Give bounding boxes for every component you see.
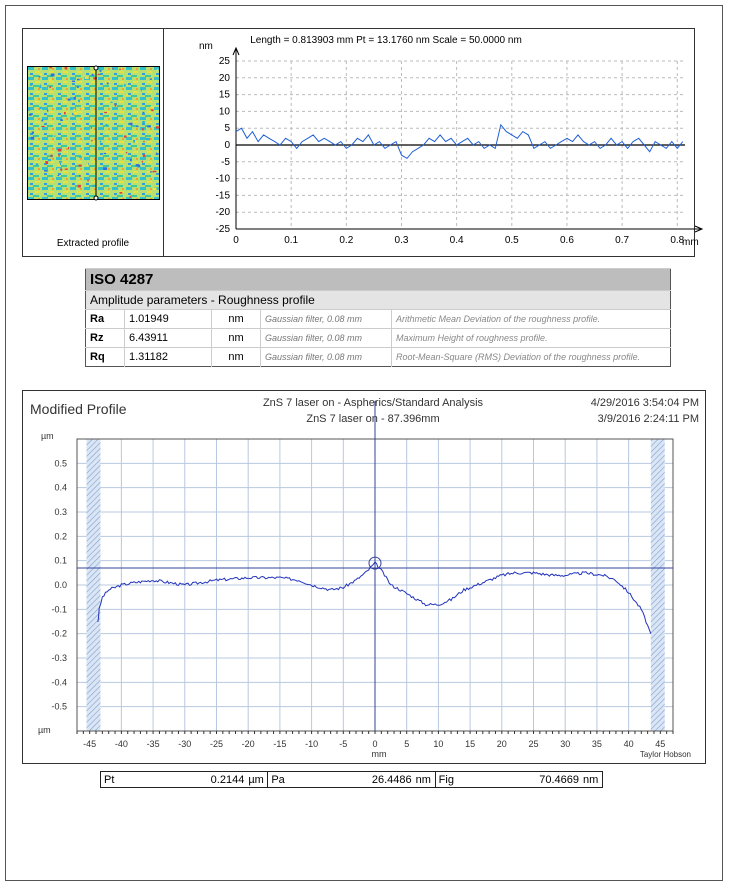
x-tick-label: 20 (496, 739, 507, 749)
speck (58, 138, 60, 139)
speck (141, 89, 142, 92)
speck (100, 70, 102, 72)
param-value: 1.01949 (125, 310, 212, 329)
speck (41, 126, 44, 127)
speck (54, 136, 56, 137)
y-tick-label: -20 (215, 207, 230, 219)
stat-name: Pt (104, 773, 115, 786)
speck (92, 74, 94, 76)
x-unit-label: mm (371, 749, 387, 759)
x-tick-label: -10 (305, 739, 319, 749)
roughness-series-line (236, 125, 683, 159)
param-unit: nm (212, 348, 261, 367)
table-row (86, 348, 671, 367)
y-tick-label: 10 (218, 106, 230, 118)
x-tick-label: 0.5 (504, 235, 519, 246)
y-tick-label: 15 (218, 89, 230, 101)
speck (45, 161, 48, 164)
speck (29, 114, 32, 116)
stat-value: 26.4486 (371, 773, 412, 786)
speck (74, 97, 76, 100)
param-filter: Gaussian filter, 0.08 mm (261, 348, 392, 367)
y-tick-label: 0.3 (54, 507, 67, 517)
speck (81, 108, 85, 110)
y-tick-label: 0.5 (54, 458, 67, 469)
x-tick-label: 40 (623, 739, 634, 749)
speck (50, 86, 52, 88)
x-tick-label: -45 (83, 739, 97, 749)
analysis-date: 4/29/2016 3:54:04 PM (590, 397, 699, 409)
speck (64, 112, 66, 115)
speck (92, 185, 95, 187)
speck (104, 153, 107, 154)
exclusion-band-right (651, 439, 665, 731)
speck (58, 163, 60, 166)
speck (42, 129, 44, 130)
stat-fig (436, 772, 602, 787)
x-tick-label: 0.1 (284, 235, 299, 246)
speck (30, 84, 32, 86)
speck (79, 165, 82, 167)
stat-unit: nm (582, 773, 599, 786)
table-row (86, 310, 671, 329)
speck (79, 175, 81, 177)
speck (51, 155, 53, 158)
speck (124, 84, 126, 87)
speck (136, 164, 139, 166)
speck (130, 196, 131, 198)
x-tick-label: -15 (273, 739, 287, 749)
stat-pa (268, 772, 435, 787)
param-value: 1.31182 (125, 348, 212, 367)
speck (44, 170, 48, 172)
speck (39, 76, 41, 78)
iso-subtitle: Amplitude parameters - Roughness profile (86, 291, 671, 310)
stat-value: 0.2144 (210, 773, 245, 786)
iso-title: ISO 4287 (86, 269, 671, 291)
speck (73, 112, 77, 115)
speck (142, 161, 143, 163)
speck (32, 132, 34, 134)
modified-profile-panel (22, 390, 706, 764)
speck (86, 163, 88, 166)
y-tick-label: -0.1 (51, 604, 67, 615)
x-tick-label: 0.8 (670, 235, 685, 246)
speck (85, 77, 89, 79)
y-tick-label: -10 (215, 173, 230, 185)
speck (36, 163, 38, 165)
speck (49, 67, 52, 68)
x-tick-label: 0.2 (339, 235, 354, 246)
exclusion-band-left (87, 439, 101, 731)
x-tick-label: 0 (233, 235, 239, 246)
stat-pt (101, 772, 268, 787)
speck (156, 153, 158, 155)
speck (78, 170, 80, 173)
param-name: Ra (86, 310, 125, 329)
speck (143, 112, 145, 114)
speck (59, 161, 62, 163)
speck (150, 79, 152, 80)
speck (60, 119, 63, 121)
speck (106, 124, 108, 126)
x-tick-label: 0.6 (560, 235, 574, 246)
x-tick-label: 0 (372, 739, 378, 749)
speck (100, 141, 101, 143)
x-tick-label: -5 (339, 739, 348, 749)
speck (150, 171, 152, 172)
speck (133, 140, 135, 143)
speck (58, 149, 62, 152)
speck (58, 154, 60, 156)
speck (115, 104, 117, 107)
stat-name: Pa (271, 773, 285, 786)
param-description: Maximum Height of roughness profile. (392, 329, 671, 348)
speck (136, 126, 138, 128)
y-tick-label: -5 (221, 156, 230, 168)
y-tick-label: 20 (218, 72, 230, 84)
speck (39, 107, 41, 109)
speck (35, 100, 38, 102)
speck (31, 137, 35, 140)
speck (147, 126, 151, 128)
speck (98, 74, 100, 75)
speck (156, 126, 160, 128)
stats-bar (100, 771, 603, 788)
x-tick-label: 15 (465, 739, 476, 749)
y-tick-label: 25 (218, 56, 230, 67)
y-tick-label: 0.0 (54, 580, 67, 590)
y-tick-label: 0 (224, 140, 230, 151)
profile-start-marker (94, 66, 98, 70)
x-tick-label: -25 (209, 739, 223, 749)
speck (47, 110, 48, 112)
stat-unit: nm (415, 773, 431, 786)
y-tick-label: 0.4 (54, 482, 67, 493)
speck (65, 67, 67, 69)
y-tick-label: -25 (215, 224, 230, 235)
table-row (86, 329, 671, 348)
speck (77, 86, 79, 88)
profile-end-marker (94, 196, 98, 200)
y-unit-label: µm (41, 431, 54, 441)
x-tick-label: 0.3 (394, 235, 409, 246)
analysis-header: ZnS 7 laser on - Aspherics/Standard Analysis (262, 397, 484, 409)
speck (58, 175, 60, 176)
param-filter: Gaussian filter, 0.08 mm (261, 329, 392, 348)
speck (77, 79, 80, 81)
y-unit-label-bottom: µm (38, 725, 51, 735)
brand-label: Taylor Hobson (639, 750, 691, 759)
speck (120, 192, 123, 194)
speck (154, 148, 156, 150)
y-tick-label: -15 (215, 190, 230, 202)
speck (104, 112, 107, 113)
speck (28, 108, 30, 111)
stat-name: Fig (438, 773, 454, 786)
speck (49, 79, 52, 81)
speck (153, 188, 157, 191)
modified-profile-chart (23, 429, 705, 763)
y-tick-label: -0.3 (51, 653, 67, 663)
speck (92, 71, 95, 73)
thumbnail-caption: Extracted profile (56, 238, 130, 249)
speck (151, 109, 153, 111)
x-tick-label: 5 (404, 739, 410, 749)
speck (146, 138, 150, 140)
param-description: Root-Mean-Square (RMS) Deviation of the roughness profile. (392, 348, 671, 367)
x-tick-label: 35 (591, 739, 602, 749)
speck (67, 190, 70, 191)
speck (107, 83, 109, 85)
speck (48, 159, 51, 161)
speck (129, 123, 132, 126)
speck (142, 128, 144, 130)
x-tick-label: 0.7 (615, 235, 630, 246)
x-unit-label: mm (682, 237, 699, 248)
x-tick-label: -40 (114, 739, 128, 749)
speck (91, 127, 92, 129)
y-unit-label: nm (199, 41, 213, 52)
panel-title: Modified Profile (30, 401, 127, 417)
surface-height-map (27, 66, 160, 200)
y-tick-label: 0.2 (54, 531, 67, 542)
speck (126, 152, 127, 153)
x-tick-label: 0.4 (449, 235, 464, 246)
speck (79, 156, 82, 158)
speck (72, 81, 75, 82)
y-tick-label: -0.2 (51, 628, 67, 639)
speck (40, 84, 41, 87)
x-tick-label: -20 (241, 739, 255, 749)
speck (42, 120, 44, 122)
speck (153, 171, 157, 173)
x-tick-label: -35 (146, 739, 160, 749)
speck (130, 159, 132, 161)
speck (119, 69, 121, 70)
param-description: Arithmetic Mean Deviation of the roughness profile. (392, 310, 671, 329)
speck (51, 74, 55, 77)
param-name: Rq (86, 348, 125, 367)
param-unit: nm (212, 310, 261, 329)
y-tick-label: 5 (224, 123, 230, 135)
x-tick-label: 25 (528, 739, 539, 749)
iso-parameters-table (85, 268, 671, 367)
stat-value: 70.4669 (539, 773, 579, 786)
param-filter: Gaussian filter, 0.08 mm (261, 310, 392, 329)
extracted-profile-panel (22, 28, 699, 257)
speck (85, 191, 87, 193)
speck (126, 94, 128, 96)
speck (91, 140, 92, 142)
speck (74, 109, 76, 112)
speck (78, 100, 80, 103)
speck (78, 185, 81, 188)
speck (142, 121, 145, 123)
param-unit: nm (212, 329, 261, 348)
x-tick-label: 45 (655, 739, 666, 749)
speck (68, 99, 71, 101)
x-tick-label: 30 (560, 739, 571, 749)
speck (87, 180, 88, 182)
speck (112, 68, 113, 69)
thumbnail-box (23, 29, 164, 256)
speck (60, 169, 62, 171)
speck (103, 167, 107, 170)
roughness-profile-chart (164, 29, 699, 256)
y-tick-label: -0.5 (51, 701, 67, 712)
sample-header: ZnS 7 laser on - 87.396mm (306, 413, 440, 425)
speck (111, 102, 113, 103)
x-tick-label: 10 (433, 739, 444, 749)
y-tick-label: 0.1 (54, 555, 67, 566)
measurement-date: 3/9/2016 2:24:11 PM (597, 413, 699, 425)
speck (151, 107, 155, 109)
profile-series-line (98, 562, 651, 634)
speck (57, 168, 60, 169)
speck (68, 147, 69, 149)
speck (143, 141, 144, 142)
speck (40, 73, 42, 75)
param-value: 6.43911 (125, 329, 212, 348)
speck (143, 154, 145, 157)
speck (65, 169, 68, 170)
param-name: Rz (86, 329, 125, 348)
x-tick-label: -30 (178, 739, 192, 749)
speck (157, 69, 158, 71)
y-tick-label: -0.4 (51, 677, 67, 688)
chart-header: Length = 0.813903 mm Pt = 13.1760 nm Scale = 50.0000 nm (250, 35, 522, 46)
stat-unit: µm (248, 773, 264, 786)
speck (124, 136, 127, 138)
